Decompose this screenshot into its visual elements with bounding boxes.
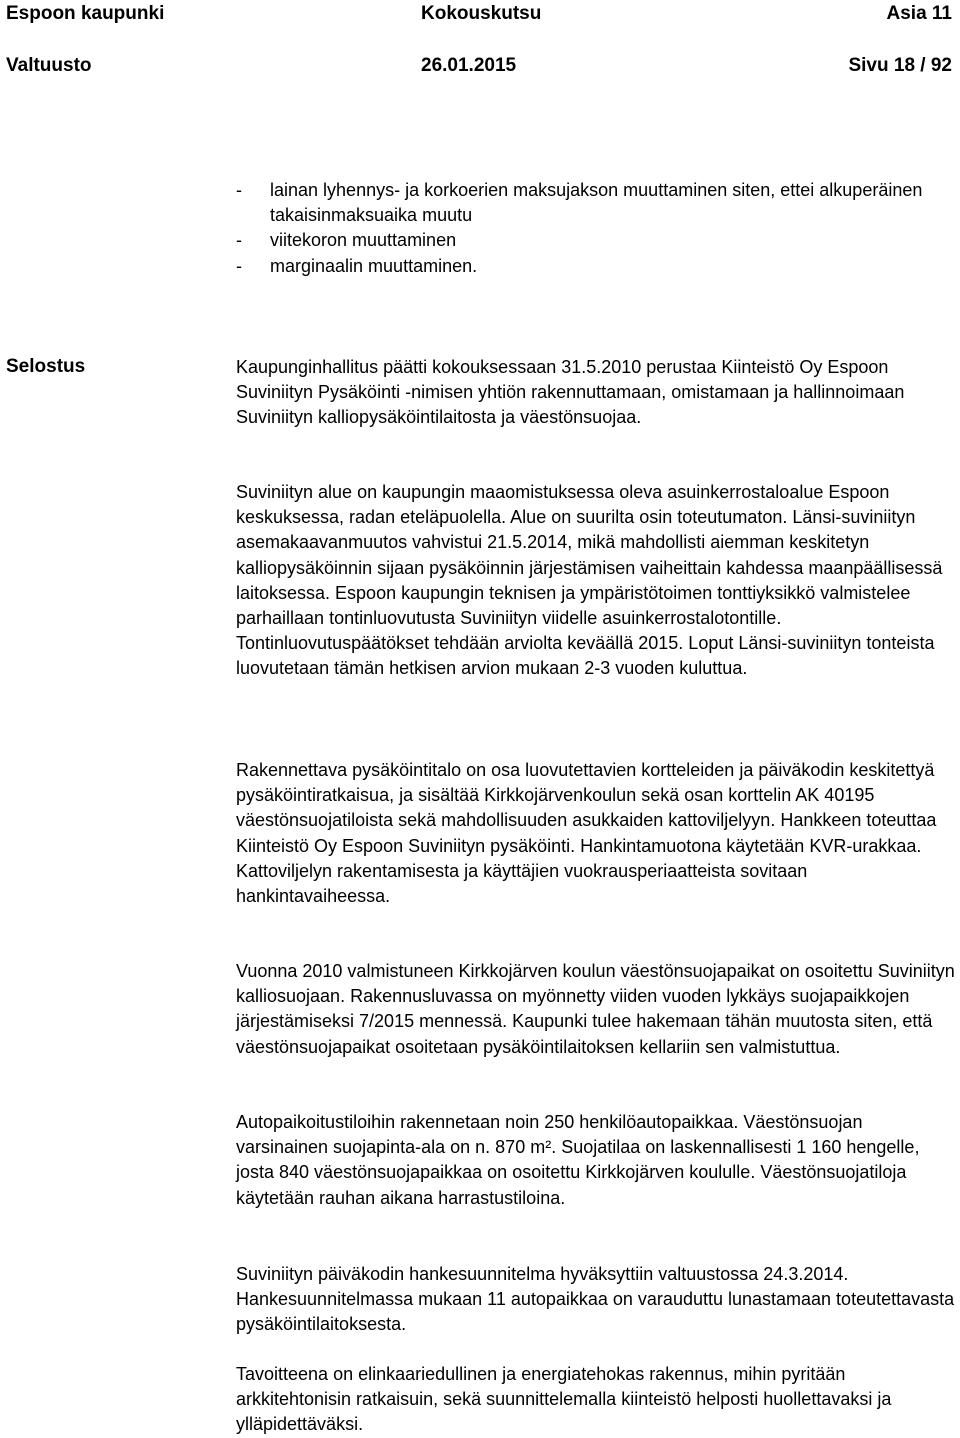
header-row-1 [6,0,954,28]
list-item-text: marginaalin muuttaminen. [270,255,478,276]
list-item-text: viitekoron muuttaminen [270,230,457,251]
change-list [236,178,958,279]
meeting-date: 26.01.2015 [421,55,517,76]
list-item [236,228,958,253]
paragraph-text: Tavoitteena on elinkaariedullinen ja energiatehokas rakennus, mihin pyritään arkkitehtonisin ratkaisuin, sekä suunnittelemalla kiinteistö helposti huollettavaksi ja ylläpidettäväksi. [236,1364,892,1435]
body-name: Valtuusto [6,55,92,76]
section-paragraph [236,1110,958,1211]
section-paragraph [236,1362,958,1438]
section-paragraph [236,758,958,909]
list-item [236,254,958,279]
paragraph-text: Suviniityn alue on kaupungin maaomistuksessa oleva asuinkerrostaloalue Espoon keskuksessa, radan eteläpuolella. Alue on suurilta osin toteutumaton. Länsi-suviniityn asemakaavanmuutos vahvistui 21.5.2014, mikä mahdollisti aiemman keskitetyn kalliopysäköinnin sijaan pysäköinnin järjestämisen vaiheittain kahdessa maanpäällisessä laitoksessa. Espoon kaupungin teknisen ja ympäristötoimen tonttiyksikkö valmistelee parhaillaan tontinluovutusta Suviniityn viidelle asuinkerrostalotontille. Tontinluovutuspäätökset tehdään arviolta keväällä 2015. Loput Länsi-suviniityn tonteista luovutetaan tämän hetkisen arvion mukaan 2-3 vuoden kuluttua. [236,482,943,679]
list-dash: - [236,255,242,276]
paragraph-text: Rakennettava pysäköintitalo on osa luovutettavien kortteleiden ja päiväkodin keskitettyä pysäköintiratkaisua, ja sisältää Kirkkojärvenkoulun sekä osan korttelin AK 40195 väestönsuojatiloista sekä mahdollisuuden asukkaiden kattoviljelyyn. Hankkeen toteuttaa Kiinteistö Oy Espoon Suviniityn pysäköinti. Hankintamuotona käytetään KVR-urakkaa. Kattoviljelyn rakentamisesta ja käyttäjien vuokrausperiaatteista sovitaan hankintavaiheessa. [236,760,937,907]
paragraph-text: Vuonna 2010 valmistuneen Kirkkojärven koulun väestönsuojapaikat on osoitettu Suviniityn kalliosuojaan. Rakennusluvassa on myönnetty viiden vuoden lykkäys suojapaikkojen järjestämiseksi 7/2015 mennessä. Kaupunki tulee hakemaan tähän muutosta siten, että väestönsuojapaikat osoitetaan pysäköintilaitoksen kellariin sen valmistuttua. [236,961,955,1057]
paragraph-text: Suviniityn päiväkodin hankesuunnitelma hyväksyttiin valtuustossa 24.3.2014. Hankesuunnitelmassa mukaan 11 autopaikkaa on varauduttu lunastamaan toteutettavasta pysäköintilaitoksesta. [236,1264,955,1335]
list-dash: - [236,230,242,251]
section-paragraph [236,959,958,1060]
paragraph-text: Autopaikoitustiloihin rakennetaan noin 250 henkilöautopaikkaa. Väestönsuojan varsinainen suojapinta-ala on n. 870 m². Suojatilaa on laskennallisesti 1 160 hengelle, josta 840 väestönsuojapaikkaa on osoitettu Kirkkojärven koululle. Väestönsuojatiloja käytetään rauhan aikana harrastustiloina. [236,1112,920,1208]
header-row-2 [6,52,954,80]
list-item [236,178,958,228]
section-paragraph [236,480,958,682]
document-type: Kokouskutsu [421,3,542,24]
section-paragraph [236,1262,958,1338]
agenda-item: Asia 11 [886,3,952,24]
list-item-text: lainan lyhennys- ja korkoerien maksujakson muuttaminen siten, ettei alkuperäinen takaisinmaksuaika muutu [270,180,923,226]
page-number: Sivu 18 / 92 [848,55,952,76]
section-paragraph [236,355,958,431]
list-dash: - [236,180,242,200]
paragraph-text: Kaupunginhallitus päätti kokouksessaan 31.5.2010 perustaa Kiinteistö Oy Espoon Suviniityn Pysäköinti -nimisen yhtiön rakennuttamaan, omistamaan ja hallinnoimaan Suviniityn kalliopysäköintilaitosta ja väestönsuojaa. [236,357,905,428]
section-heading: Selostus [6,356,86,377]
organization-name: Espoon kaupunki [6,3,165,24]
